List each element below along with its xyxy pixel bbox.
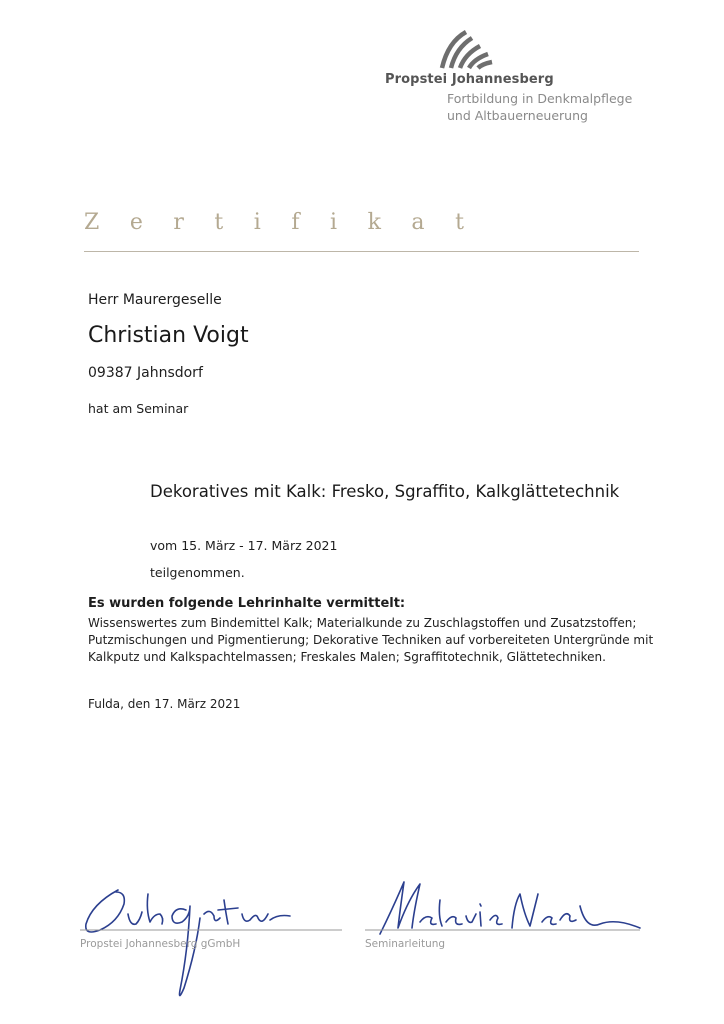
participation-text: teilgenommen. [150, 565, 245, 580]
organization-subtitle [447, 90, 632, 124]
seminar-dates: vom 15. März - 17. März 2021 [150, 538, 338, 553]
contents-line: Kalkputz und Kalkspachtelmassen; Freskales Malen; Sgraffitotechnik, Glättetechniken. [88, 650, 606, 664]
contents-heading: Es wurden folgende Lehrinhalte vermittelt: [88, 596, 406, 611]
title-letter: t [214, 210, 224, 235]
right-signature-caption: Seminarleitung [365, 938, 446, 950]
title-letter: f [291, 210, 300, 235]
title-letter: k [367, 210, 381, 235]
contents-line: Putzmischungen und Pigmentierung; Dekorative Techniken auf vorbereiteten Untergründe mit [88, 633, 654, 647]
title-letter: t [455, 210, 464, 235]
intro-text: hat am Seminar [88, 401, 189, 416]
recipient-salutation: Herr Maurergeselle [88, 292, 222, 308]
seminar-title: Dekoratives mit Kalk: Fresko, Sgraffito, Kalkglättetechnik [150, 482, 620, 501]
contents-line: Wissenswertes zum Bindemittel Kalk; Materialkunde zu Zuschlagstoffen und Zusatzstoffen; [88, 616, 637, 630]
recipient-place: 09387 Jahnsdorf [88, 365, 203, 381]
title-letter: i [330, 210, 338, 235]
subtitle-line: und Altbauerneuerung [447, 108, 588, 123]
propstei-logo-icon [438, 24, 494, 70]
title-letter: r [173, 210, 184, 235]
organization-name: Propstei Johannesberg [385, 72, 554, 87]
title-letter: Z [84, 210, 100, 235]
title-letter: e [129, 210, 143, 235]
title-letter: a [411, 210, 425, 235]
title-letter: i [253, 210, 261, 235]
recipient-name: Christian Voigt [88, 323, 249, 348]
certificate-title [84, 210, 464, 235]
subtitle-line: Fortbildung in Denkmalpflege [447, 91, 633, 106]
left-signature-caption: Propstei Johannesberg gGmbH [80, 938, 241, 950]
contents-text [88, 615, 668, 666]
title-divider [84, 251, 639, 252]
right-signature [380, 882, 640, 934]
place-date: Fulda, den 17. März 2021 [88, 697, 241, 711]
